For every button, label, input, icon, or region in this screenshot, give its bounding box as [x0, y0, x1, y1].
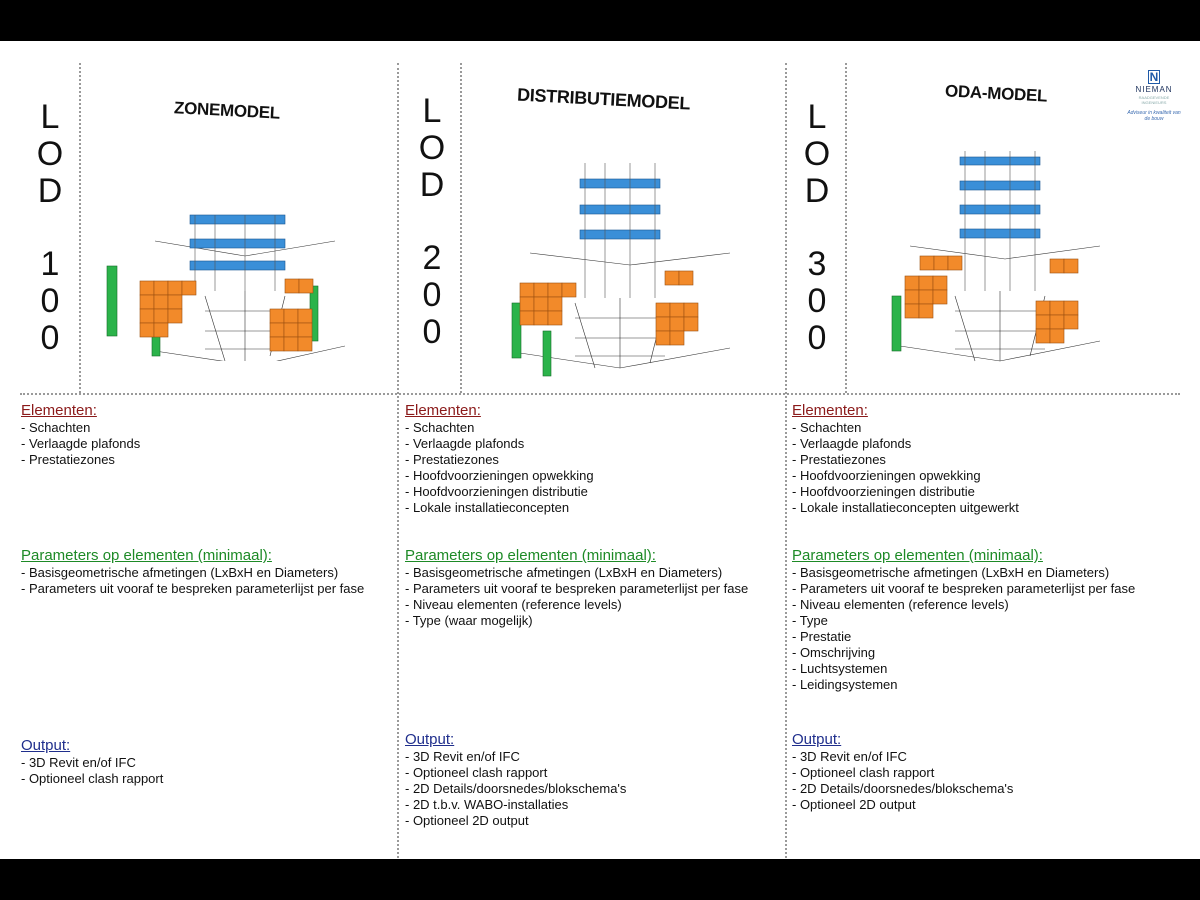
list-item: - Hoofdvoorzieningen opwekking: [405, 468, 594, 483]
column-lod100-parameters: [21, 547, 364, 597]
lod-digit: 0: [422, 313, 442, 351]
list-item: - Prestatiezones: [405, 452, 499, 467]
distributiemodel-illustration: [480, 153, 770, 383]
model-title-oda-model: ODA-MODEL: [944, 81, 1048, 106]
divider-col3: [785, 63, 787, 858]
list-item: - Optioneel clash rapport: [792, 765, 935, 780]
list-item: - Schachten: [792, 420, 862, 435]
list-item: - Hoofdvoorzieningen distributie: [405, 484, 588, 499]
lod-letter: O: [36, 135, 64, 173]
list-item: - Basisgeometrische afmetingen (LxBxH en Diameters): [405, 565, 723, 580]
lod-letter: O: [803, 135, 831, 173]
output-heading: Output:: [405, 731, 455, 748]
output-heading: Output:: [21, 737, 71, 754]
list-item: - Hoofdvoorzieningen distributie: [792, 484, 975, 499]
slide: [0, 41, 1200, 859]
list-item: - Schachten: [21, 420, 91, 435]
divider-col2: [397, 63, 399, 858]
list-item: - Hoofdvoorzieningen opwekking: [792, 468, 981, 483]
parameters-heading: Parameters op elementen (minimaal):: [792, 547, 1043, 564]
list-item: - Niveau elementen (reference levels): [792, 597, 1009, 612]
list-item: - Schachten: [405, 420, 475, 435]
lod-letter: L: [40, 98, 60, 136]
list-item: - Prestatie: [792, 629, 852, 644]
lod-letter: L: [807, 98, 827, 136]
lod-label-200: [414, 93, 450, 351]
list-item: - Verlaagde plafonds: [792, 436, 912, 451]
lod-digit: 0: [807, 282, 827, 320]
column-lod300-elementen: [792, 402, 1019, 516]
lod-letter: D: [419, 166, 445, 204]
list-item: - Leidingsystemen: [792, 677, 898, 692]
column-lod200-elementen: [405, 402, 594, 516]
list-item: - Verlaagde plafonds: [21, 436, 141, 451]
list-item: - Optioneel clash rapport: [405, 765, 548, 780]
parameters-heading: Parameters op elementen (minimaal):: [21, 547, 272, 564]
list-item: - Luchtsystemen: [792, 661, 888, 676]
list-item: - 2D Details/doorsnedes/blokschema's: [405, 781, 627, 796]
list-item: - Verlaagde plafonds: [405, 436, 525, 451]
list-item: - Prestatiezones: [21, 452, 115, 467]
divider-lod2: [460, 63, 462, 393]
list-item: - 2D Details/doorsnedes/blokschema's: [792, 781, 1014, 796]
list-item: - Prestatiezones: [792, 452, 886, 467]
lod-digit: 0: [40, 282, 60, 320]
list-item: - 3D Revit en/of IFC: [792, 749, 907, 764]
lod-digit: 0: [807, 319, 827, 357]
elementen-heading: Elementen:: [405, 402, 481, 419]
zonemodel-illustration: [95, 141, 345, 361]
output-heading: Output:: [792, 731, 842, 748]
list-item: - Parameters uit vooraf te bespreken parameterlijst per fase: [405, 581, 749, 596]
list-item: - Niveau elementen (reference levels): [405, 597, 622, 612]
divider-lod1: [79, 63, 81, 393]
column-lod300-output: [792, 731, 1013, 813]
lod-label-300: [799, 99, 835, 357]
list-item: - Optioneel clash rapport: [21, 771, 164, 786]
column-lod200-output: [405, 731, 626, 829]
model-title-zonemodel: ZONEMODEL: [173, 98, 281, 123]
column-lod100-elementen: [21, 402, 140, 468]
lod-letter: D: [804, 172, 830, 210]
nieman-mark-icon: N: [1149, 70, 1159, 84]
list-item: - 3D Revit en/of IFC: [405, 749, 520, 764]
lod-label-100: [32, 99, 68, 357]
column-lod300-parameters: [792, 547, 1135, 693]
elementen-heading: Elementen:: [21, 402, 97, 419]
lod-digit: 0: [422, 276, 442, 314]
brand-tagline: Adviseur in kwaliteit van de bouw: [1127, 110, 1181, 122]
divider-lod3: [845, 63, 847, 393]
lod-digit: 1: [40, 245, 60, 283]
nieman-logo: [1126, 70, 1182, 122]
list-item: - Lokale installatieconcepten uitgewerkt: [792, 500, 1019, 515]
model-title-distributiemodel: DISTRIBUTIEMODEL: [516, 84, 691, 114]
list-item: - Omschrijving: [792, 645, 876, 660]
elementen-heading: Elementen:: [792, 402, 868, 419]
list-item: - Basisgeometrische afmetingen (LxBxH en Diameters): [792, 565, 1110, 580]
lod-digit: 2: [422, 239, 442, 277]
divider-horizontal: [20, 393, 1180, 395]
list-item: - 3D Revit en/of IFC: [21, 755, 136, 770]
list-item: - Type (waar mogelijk): [405, 613, 533, 628]
oda-model-illustration: [860, 141, 1120, 371]
list-item: - Parameters uit vooraf te bespreken parameterlijst per fase: [792, 581, 1136, 596]
lod-digit: 3: [807, 245, 827, 283]
list-item: - Basisgeometrische afmetingen (LxBxH en Diameters): [21, 565, 339, 580]
list-item: - 2D t.b.v. WABO-installaties: [405, 797, 569, 812]
list-item: - Optioneel 2D output: [792, 797, 916, 812]
brand-name: NIEMAN: [1135, 85, 1173, 94]
lod-digit: 0: [40, 319, 60, 357]
lod-letter: L: [422, 92, 442, 130]
list-item: - Lokale installatieconcepten: [405, 500, 570, 515]
lod-letter: D: [37, 172, 63, 210]
parameters-heading: Parameters op elementen (minimaal):: [405, 547, 656, 564]
list-item: - Parameters uit vooraf te bespreken parameterlijst per fase: [21, 581, 365, 596]
column-lod100-output: [21, 737, 163, 787]
list-item: - Optioneel 2D output: [405, 813, 529, 828]
list-item: - Type: [792, 613, 828, 628]
column-lod200-parameters: [405, 547, 748, 629]
brand-sub: RAADGEVENDE INGENIEURS: [1138, 95, 1170, 105]
lod-letter: O: [418, 129, 446, 167]
